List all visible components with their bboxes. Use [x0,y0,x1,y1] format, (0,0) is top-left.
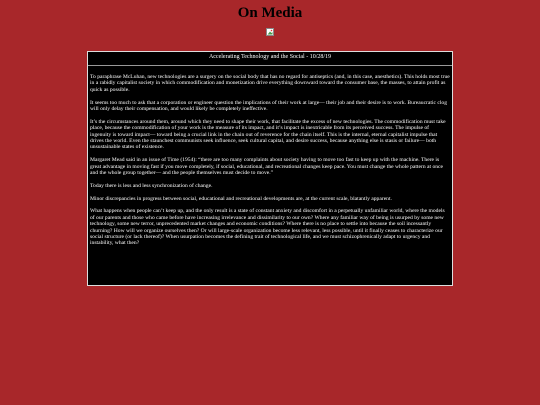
article-paragraph: What happens when people can’t keep up, and the only result is a state of constant anxiety and discomfort in a perpetually unfamiliar world, where the models of our parents and those who came before have increasing irrelevance and dissimilarity to our own? Where any familiar way of being is usurped by some new technology, some new terror, unprecedented market changes and economic conditions? Where there is no place to settle into because the soil incessantly churning? How will we organize ourselves then? Or will large-scale organization become less relevant, less possible, until it finally ceases to characterize our social structure (or lack thereof)? When usurpation becomes the defining trait of technological life, and we must schizophrenically adapt to urgency and instability, what then? [90,208,445,247]
article-paragraph: Today there is less and less synchronization of change. [90,182,213,189]
site-title: On Media [237,5,303,21]
article-paragraph: To paraphrase McLuhan, new technologies are a surgery on the social body that has no regard for antiseptics (and, in this case, anesthetics). This holds most true in a rabidly capitalist society in which commodification and monetization drive everything downward toward the consumer base, the masses, to attain profit as quick as possible. [90,74,450,93]
article-header: Accelerating Technology and the Social - 10/28/19 [88,54,452,66]
article-panel [87,51,453,286]
broken-image-icon [266,28,274,36]
article-paragraph: It seems too much to ask that a corporation or engineer question the implications of their work at large— their job and their desire is to work. Bureaucratic clog will only delay their compensation, and would likely be completely ineffective. [90,99,448,113]
article-paragraph: It’s the circumstances around them, around which they need to shape their work, that facilitate the excess of new technologies. The commodification must take place, because the commodification of your work is the measure of its impact, and it’s impact is inextricable from its perceived success. The impulse of ingenuity is toward impact— toward being a crucial link in the chain out of reverence for the chain itself. This is the internal, eternal capitalist impulse that drives the world. Even the staunchest communists seek influence, seek cultural capital, and desire success, because anything else is stasis or failure— both unsustainable states of existence. [90,118,446,151]
article-paragraph: Minor discrepancies in progress between social, educational and recreational developments are, at the current scale, blatantly apparent. [90,195,392,202]
article-paragraph: Margaret Mead said in an issue of Time (1954): “there are too many complaints about society having to move too fast to keep up with the machine. There is great advantage in moving fast if you move completely, if social, educational, and recreational changes keep pace. You must change the whole pattern at once and the whole group together— and the people themselves must decide to move.” [90,157,444,177]
